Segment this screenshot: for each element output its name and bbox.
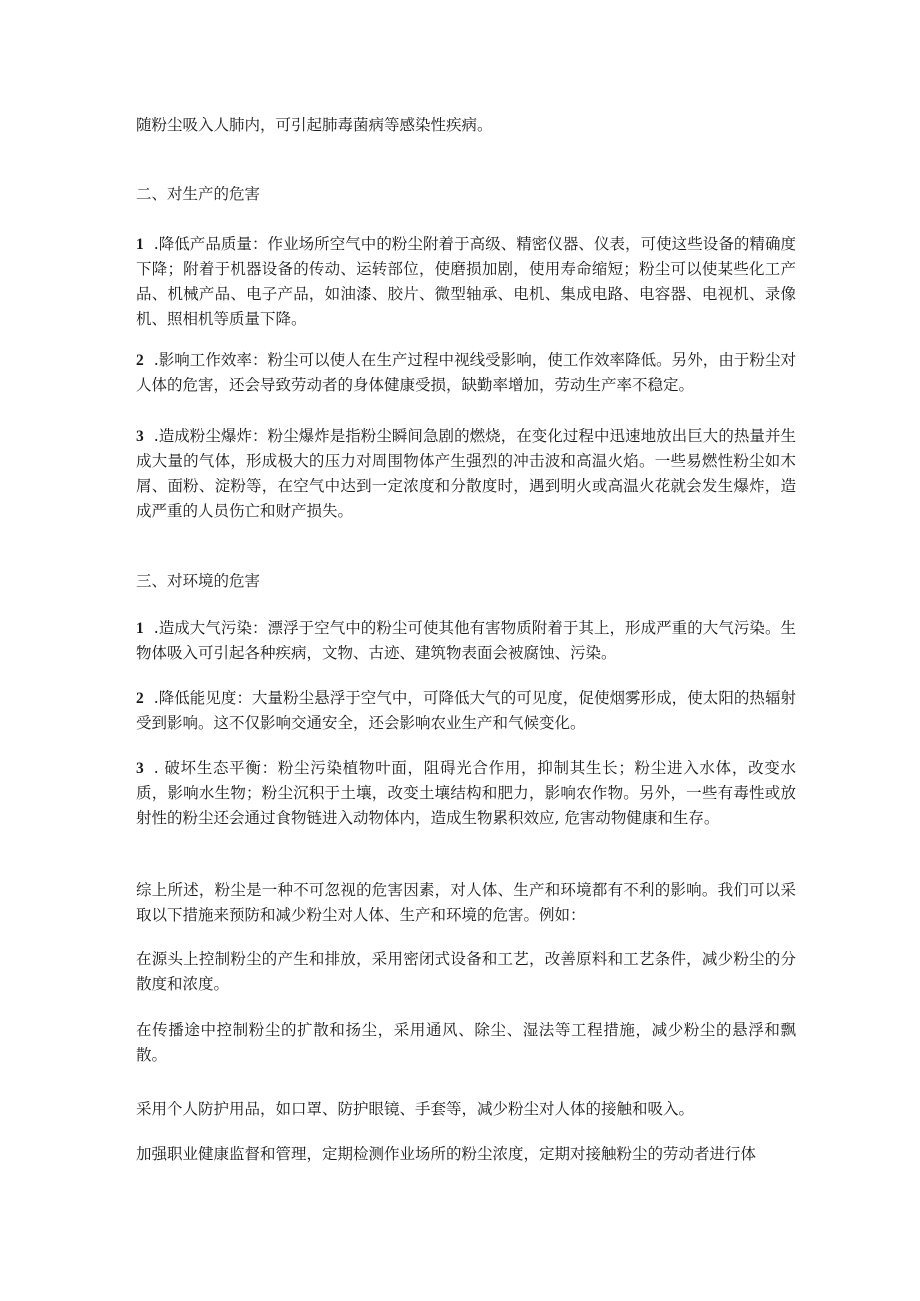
item-number: 1 [136, 620, 144, 637]
item-number: 1 [136, 236, 144, 253]
section-2-item-3 [136, 424, 796, 524]
item-number: 3 [136, 760, 144, 777]
section-2-heading: 二、对生产的危害 [136, 185, 261, 203]
item-number: 3 [136, 428, 144, 445]
measure-3: 采用个人防护用品，如口罩、防护眼镜、手套等，减少粉尘对人体的接触和吸入。 [136, 1100, 695, 1118]
item-text: .造成大气污染：漂浮于空气中的粉尘可使其他有害物质附着于其上，形成严重的大气污染。生物体吸入可引起各种疾病，文物、古迹、建筑物表面会被腐蚀、污染。 [136, 619, 796, 662]
item-text: .影响工作效率：粉尘可以使人在生产过程中视线受影响，使工作效率降低。另外，由于粉尘对人体的危害，还会导致劳动者的身体健康受损，缺勤率增加，劳动生产率不稳定。 [136, 351, 796, 394]
item-number: 2 [136, 352, 144, 369]
item-text: .降低产品质量：作业场所空气中的粉尘附着于高级、精密仪器、仪表，可使这些设备的精确度下降；附着于机器设备的传动、运转部位，使磨损加剧，使用寿命缩短；粉尘可以使某些化工产品、机械产品、电子产品，如油漆、胶片、微型轴承、电机、集成电路、电容器、电视机、录像机、照相机等质量下降。 [136, 235, 796, 328]
item-text: .造成粉尘爆炸：粉尘爆炸是指粉尘瞬间急剧的燃烧，在变化过程中迅速地放出巨大的热量并生成大量的气体，形成极大的压力对周围物体产生强烈的冲击波和高温火焰。一些易燃性粉尘如木屑、面粉、淀粉等，在空气中达到一定浓度和分散度时，遇到明火或高温火花就会发生爆炸，造成严重的人员伤亡和财产损失。 [136, 427, 796, 520]
section-3-item-2 [136, 686, 796, 736]
item-number: 2 [136, 690, 144, 707]
item-text: .降低能见度：大量粉尘悬浮于空气中，可降低大气的可见度，促使烟雾形成，使太阳的热辐射受到影响。这不仅影响交通安全，还会影响农业生产和气候变化。 [136, 689, 796, 732]
measure-4: 加强职业健康监督和管理，定期检测作业场所的粉尘浓度，定期对接触粉尘的劳动者进行体 [136, 1145, 757, 1163]
measure-1: 在源头上控制粉尘的产生和排放，采用密闭式设备和工艺，改善原料和工艺条件，减少粉尘的分散度和浓度。 [136, 950, 796, 993]
section-2-item-2 [136, 348, 796, 398]
measure-2: 在传播途中控制粉尘的扩散和扬尘，采用通风、除尘、湿法等工程措施，减少粉尘的悬浮和飘散。 [136, 1021, 796, 1064]
section-3-item-3 [136, 756, 796, 831]
summary-paragraph: 综上所述，粉尘是一种不可忽视的危害因素，对人体、生产和环境都有不利的影响。我们可以采取以下措施来预防和减少粉尘对人体、生产和环境的危害。例如： [136, 881, 796, 924]
section-2-item-1 [136, 232, 796, 332]
intro-paragraph: 随粉尘吸入人肺内，可引起肺毒菌病等感染性疾病。 [136, 116, 493, 134]
section-3-item-1 [136, 616, 796, 666]
item-text: . 破坏生态平衡：粉尘污染植物叶面，阻碍光合作用，抑制其生长；粉尘进入水体，改变水质，影响水生物；粉尘沉积于土壤，改变土壤结构和肥力，影响农作物。另外，一些有毒性或放射性的粉尘还会通过食物链进入动物体内，造成生物累积效应, 危害动物健康和生存。 [136, 759, 796, 827]
section-3-heading: 三、对环境的危害 [136, 572, 261, 590]
